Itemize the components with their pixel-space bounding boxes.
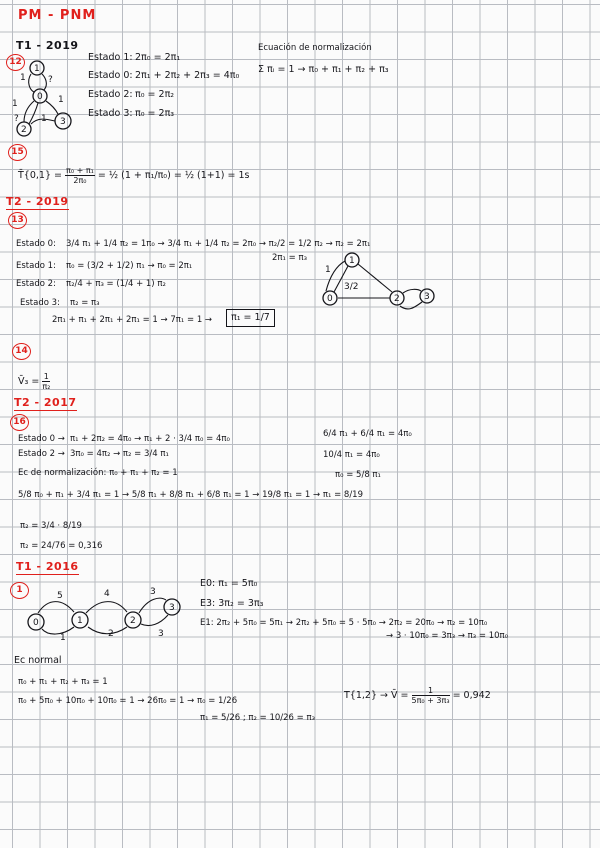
q16-side-step-3: π₀ = 5/8 π₁ xyxy=(335,470,381,480)
q1-visit-lhs: T{1,2} → V̄ = xyxy=(344,690,409,701)
q16-big-equation: 5/8 π₀ + π₁ + 3/4 π₁ = 1 → 5/8 π₁ + 8/8 π₁ + 6/8 π₁ = 1 → 19/8 π₁ = 1 → π₁ = 8/19 xyxy=(18,490,363,500)
q15-rhs: = ½ (1 + π₁/π₀) = ½ (1+1) = 1s xyxy=(97,170,250,181)
q1-e0: E0: π₁ = 5π₀ xyxy=(200,578,258,589)
graph-node-label: 2 xyxy=(130,616,136,626)
graph-edge-label: 3 xyxy=(150,587,156,597)
question-number-12: 12 xyxy=(6,54,25,71)
graph-node-label: 1 xyxy=(34,64,40,74)
q1-e1: E1: 2π₂ + 5π₀ = 5π₁ → 2π₂ + 5π₀ = 5 · 5π₀ → 2π₂ = 20π₀ → π₂ = 10π₀ xyxy=(200,618,488,628)
exam-heading-t1-2019: T1 - 2019 xyxy=(16,39,79,52)
normalization-equation: Σ πᵢ = 1 → π₀ + π₁ + π₂ + π₃ xyxy=(258,64,389,75)
q12-state-1-label: Estado 1: xyxy=(88,52,133,63)
exam-heading-t2-2019: T2 - 2019 xyxy=(6,195,69,208)
graph-edge xyxy=(42,627,74,634)
q16-state-0-eq: π₁ + 2π₂ = 4π₀ → π₁ + 2 · 3/4 π₀ = 4π₀ xyxy=(70,434,230,444)
q16-side-step-2: 10/4 π₁ = 4π₀ xyxy=(323,450,380,460)
graph-edge-label: ? xyxy=(14,114,19,124)
graph-node-label: 1 xyxy=(77,616,83,626)
q13-boxed-result: π₁ = 1/7 xyxy=(226,309,275,327)
q12-state-1-eq: 2π₀ = 2π₁ xyxy=(135,52,181,63)
graph-node-label: 2 xyxy=(21,125,27,135)
graph-edge-label: 1 xyxy=(12,99,18,109)
graph-edge-label: 1 xyxy=(41,114,47,124)
graph-node-label: 0 xyxy=(327,294,333,304)
q16-state-2-label: Estado 2 → xyxy=(18,449,65,459)
q1-e3: E3: 3π₂ = 3π₃ xyxy=(200,598,264,609)
graph-node-label: 3 xyxy=(169,603,175,613)
question-number-15: 15 xyxy=(8,144,27,161)
graph-edge-label: 1 xyxy=(20,73,26,83)
q14-lhs: V̄₃ = xyxy=(18,376,40,387)
graph-edge xyxy=(38,602,74,613)
graph-edge-label: 2 xyxy=(108,629,114,639)
question-number-16: 16 xyxy=(10,414,29,431)
q12-state-0-eq: 2π₁ + 2π₂ + 2π₃ = 4π₀ xyxy=(135,70,240,81)
q12-state-3-label: Estado 3: xyxy=(88,108,133,119)
question-number-14: 14 xyxy=(12,343,31,360)
q1-visit-fraction xyxy=(412,686,450,705)
q13-state-1-label: Estado 1: xyxy=(16,261,56,271)
q16-state-2-eq: 3π₀ = 4π₂ → π₂ = 3/4 π₁ xyxy=(70,449,169,459)
q13-state-3-eq: π₂ = π₃ xyxy=(70,298,100,308)
q16-state-0-label: Estado 0 → xyxy=(18,434,65,444)
page-title: PM - PNM xyxy=(18,8,97,23)
graph-edge-label: 3/2 xyxy=(344,282,359,292)
q1-normalization-1: π₀ + π₁ + π₂ + π₃ = 1 xyxy=(18,677,108,687)
q13-state-0-eq: 3/4 π₁ + 1/4 π₂ = 1π₀ → 3/4 π₁ + 1/4 π₂ = 2π₀ → π₂/2 = 1/2 π₂ → π₂ = 2π₁ xyxy=(66,239,371,249)
graph-node-label: 0 xyxy=(33,618,39,628)
graph-node-label: 3 xyxy=(60,117,66,127)
q13-state-0-sub: 2π₁ = π₃ xyxy=(272,253,307,263)
q13-state-3-label: Estado 3: xyxy=(20,298,60,308)
q15-equals: = xyxy=(54,170,62,181)
q1-pi-results: π₁ = 5/26 ; π₂ = 10/26 = π₃ xyxy=(200,713,316,723)
q13-state-0-label: Estado 0: xyxy=(16,239,56,249)
q1-normalization-2: π₀ + 5π₀ + 10π₀ + 10π₀ = 1 → 26π₀ = 1 → π₀ = 1/26 xyxy=(18,696,238,706)
graph-edge-label: ? xyxy=(48,75,53,85)
graph-node-label: 3 xyxy=(424,292,430,302)
q15-frac-num: π₀ + π₁ xyxy=(66,166,94,175)
graph-node-label: 1 xyxy=(349,256,355,266)
graph-edge-label: 5 xyxy=(57,591,63,601)
graph-node-label: 0 xyxy=(37,92,43,102)
graph-node-label: 2 xyxy=(394,294,400,304)
q1-visit-value: = 0,942 xyxy=(452,690,491,701)
graph-edge xyxy=(139,598,166,613)
q15-frac-den: 2π₀ xyxy=(73,176,87,185)
q1-visit-frac-num: 1 xyxy=(412,686,450,696)
graph-edge-label: 4 xyxy=(104,589,110,599)
q15-lhs: T̄{0,1} xyxy=(18,170,51,181)
q16-side-step-1: 6/4 π₁ + 6/4 π₁ = 4π₀ xyxy=(323,429,412,439)
q1-e1-continuation: → 3 · 10π₀ = 3π₃ → π₃ = 10π₀ xyxy=(386,631,509,641)
q16-normalization: Ec de normalización: π₀ + π₁ + π₂ = 1 xyxy=(18,468,178,478)
q16-pi2-result: π₂ = 24/76 = 0,316 xyxy=(20,541,103,551)
q14-frac-den: π₂ xyxy=(42,382,51,391)
q1-visit-expression xyxy=(344,686,491,705)
q13-state-1-eq: π₀ = (3/2 + 1/2) π₁ → π₀ = 2π₁ xyxy=(66,261,193,271)
q12-state-2-eq: π₀ = 2π₂ xyxy=(135,89,175,100)
question-number-1: 1 xyxy=(10,582,29,599)
graph-edge-label: 3 xyxy=(158,629,164,639)
q13-sum-eq: 2π₁ + π₁ + 2π₁ + 2π₁ = 1 → 7π₁ = 1 → xyxy=(52,315,213,325)
exam-heading-t2-2017: T2 - 2017 xyxy=(14,396,77,409)
graph-edge-label: 1 xyxy=(58,95,64,105)
exam-heading-t1-2016: T1 - 2016 xyxy=(16,560,79,573)
q12-state-3-eq: π₀ = 2π₃ xyxy=(135,108,175,119)
graph-edge xyxy=(86,602,127,613)
q14-frac-num: 1 xyxy=(43,372,49,381)
normalization-title: Ecuación de normalización xyxy=(258,43,372,53)
graph-edge-label: 1 xyxy=(60,633,66,643)
graph-edge-label: 1 xyxy=(325,265,331,275)
q12-state-2-label: Estado 2: xyxy=(88,89,133,100)
graph-edge xyxy=(141,615,168,626)
q12-state-0-label: Estado 0: xyxy=(88,70,133,81)
question-number-13: 13 xyxy=(8,212,27,229)
q13-state-2-label: Estado 2: xyxy=(16,279,56,289)
q16-pi2-step: π₂ = 3/4 · 8/19 xyxy=(20,521,82,531)
q1-normalization-title: Ec normal xyxy=(14,655,62,666)
q1-visit-frac-den: 5π₀ + 3π₃ xyxy=(411,696,450,705)
q13-state-2-eq: π₂/4 + π₃ = (1/4 + 1) π₂ xyxy=(66,279,166,289)
